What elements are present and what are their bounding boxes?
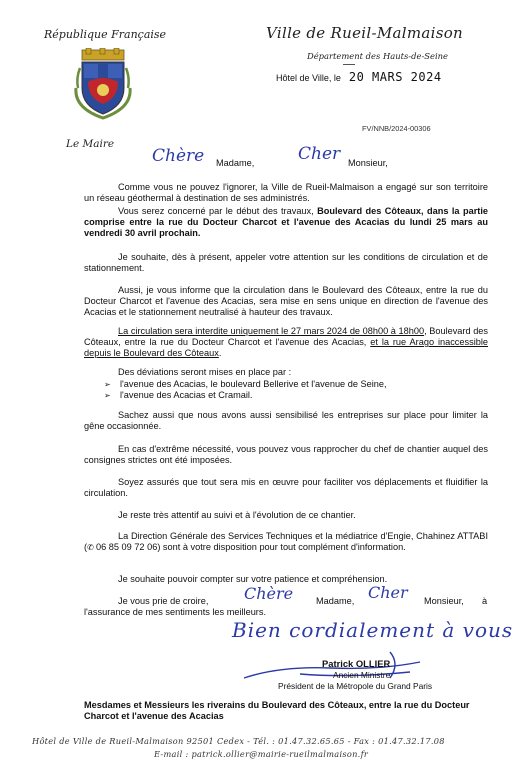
coat-of-arms-logo [74,48,132,120]
footer-address: Hôtel de Ville de Rueil-Malmaison 92501 Cedex - Tél. : 01.47.32.65.65 - Fax : 01.47.32.17.08 [32,736,445,746]
paragraph-works [84,206,488,240]
departement: Département des Hauts-de-Seine [307,51,449,61]
phone-icon: ✆ [87,543,96,553]
closing-a: à [482,596,488,606]
paragraph-closure [84,326,488,360]
works-text: Vous serez concerné par le début des travaux, [118,206,318,216]
works-period: Boulevard des Côteaux, dans la partie comprise entre la rue du Docteur Charcot et l'avenue des Acacias du lundi 25 mars au vendredi 30 avril prochain. [84,206,489,239]
closing-madame: Madame, [316,596,355,606]
le-maire-label: Le Maire [66,138,115,150]
paragraph-attentive: Je reste très attentif au suivi et à l'évolution de ce chantier. [118,510,356,520]
deviation-item: ➢ l'avenue des Acacias, le boulevard Bellerive et l'avenue de Seine, [98,379,488,390]
signatory-title: Ancien Ministre [333,670,391,680]
closing-line [118,596,488,607]
place-date [276,70,442,84]
closing-text: Je vous prie de croire, [118,596,209,606]
closure-location: , Boulevard des Côteaux, entre la rue du Docteur Charcot et l'avenue des Acacias, [84,326,489,348]
closing-monsieur: Monsieur, [424,596,464,606]
deviations-list [98,379,488,401]
handwritten-greeting: Bien cordialement à vous [232,618,514,642]
place-date-prefix: Hôtel de Ville, le [276,73,341,83]
paragraph-deviations [84,367,488,378]
hand-closing-cher: Cher [368,583,408,602]
deviation-item: ➢ l'avenue des Acacias et Cramail. [98,390,488,401]
recipients-block: Mesdames et Messieurs les riverains du Boulevard des Côteaux, entre la rue du Docteur Charcot et l'avenue des Acacias [84,700,470,722]
hand-cher: Cher [298,144,341,164]
signatory-role: Président de la Métropole du Grand Paris [278,681,433,691]
closure-date: La circulation sera interdite uniquement le 27 mars 2024 de 08h00 à 18h00 [118,326,425,336]
paragraph-assured: Soyez assurés que tout sera mis en œuvre pour faciliter vos déplacements et fluidifier la circulation. [84,477,488,499]
salutation-madame: Madame, [216,158,255,168]
paragraph-companies: Sachez aussi que nous avons aussi sensibilisé les entreprises sur place pour limiter la gêne occasionnée. [84,410,488,432]
footer-email: E-mail : patrick.ollier@mairie-rueilmalmaison.fr [154,749,369,759]
contact-phone: 06 85 09 72 06 [96,542,158,553]
paragraph-site-manager: En cas d'extrême nécessité, vous pouvez vous rapprocher du chef de chantier auquel des consignes strictes ont été imposées. [84,444,488,466]
signatory-name: Patrick OLLIER [322,658,391,669]
paragraph-traffic: Aussi, je vous informe que la circulation dans le Boulevard des Côteaux, entre la rue du Docteur Charcot et l'avenue des Acacias, sera mise en sens unique en direction de l'avenue des Acacias et le stationnement neutralisé à hauteur des travaux. [84,285,488,318]
city-name: Ville de Rueil-Malmaison [266,24,463,42]
deviations-intro: Des déviations seront mises en place par : [118,367,292,377]
date-stamp: 20 MARS 2024 [348,70,442,84]
paragraph-attention: Je souhaite, dès à présent, appeler votre attention sur les conditions de circulation et de stationnement. [84,252,488,274]
paragraph-intro: Comme vous ne pouvez l'ignorer, la Ville de Rueil-Malmaison a engagé sur son territoire un réseau géothermal à destination de ses administrés. [84,182,488,204]
header-divider [343,64,355,65]
paragraph-patience: Je souhaite pouvoir compter sur votre patience et compréhension. [118,574,388,584]
hand-closing-chere: Chère [244,584,294,603]
contact-text-end: ) sont à votre disposition pour tout complément d'information. [157,542,406,553]
closure-end: . [218,348,222,359]
contact-text: La Direction Générale des Services Techniques et la médiatrice d'Engie, Chahinez ATTABI ( [84,531,488,553]
hand-chere: Chère [152,146,205,166]
salutation-monsieur: Monsieur, [348,158,388,168]
closure-arago: et la rue Arago inaccessible depuis le Boulevard des Côteaux [84,337,488,359]
paragraph-contact [84,531,488,553]
closing-assurance: l'assurance de mes sentiments les meilleurs. [84,607,267,617]
reference: FV/NNB/2024-00306 [362,124,431,133]
republique-francaise: République Française [44,28,167,41]
